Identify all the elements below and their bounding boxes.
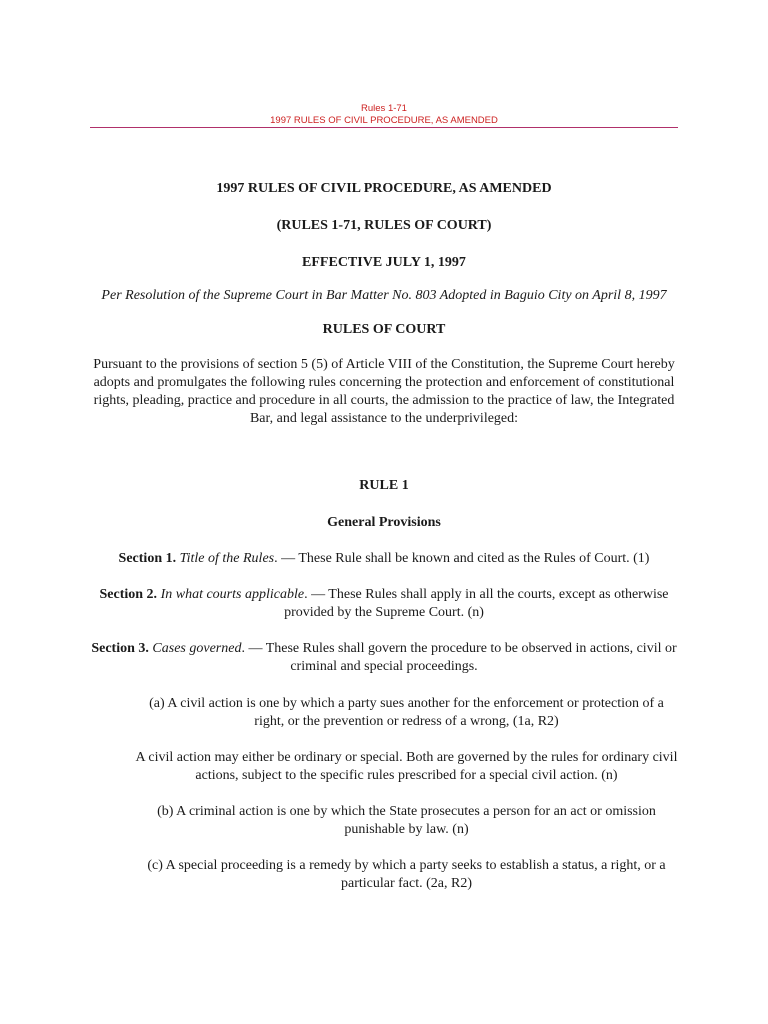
resolution-note: Per Resolution of the Supreme Court in Bar Matter No. 803 Adopted in Baguio City on April 8, 1997	[101, 288, 667, 303]
rule-heading: RULE 1	[359, 478, 409, 493]
section-title: Title of the Rules	[179, 551, 275, 566]
header-divider	[90, 127, 678, 128]
running-header-title: 1997 RULES OF CIVIL PROCEDURE, AS AMENDED	[270, 115, 498, 126]
section-number: Section 1.	[118, 551, 177, 566]
section-3	[90, 640, 678, 676]
civil-action-note: A civil action may either be ordinary or special. Both are governed by the rules for ordinary civil actions, subject to the specific rules prescribed for a special civil action. (n)	[135, 750, 678, 783]
document-subtitle: (RULES 1-71, RULES OF COURT)	[276, 218, 492, 233]
subparagraph-a: (a) A civil action is one by which a party sues another for the enforcement or protection of a right, or the prevention or redress of a wrong, (1a, R2)	[149, 696, 664, 729]
running-header-rules: Rules 1-71	[361, 103, 407, 114]
running-header	[90, 103, 678, 127]
document-body	[90, 180, 678, 893]
section-number: Section 3.	[91, 641, 149, 656]
document-title: 1997 RULES OF CIVIL PROCEDURE, AS AMENDED	[216, 181, 552, 196]
section-title: Cases governed	[152, 641, 242, 656]
preamble-paragraph: Pursuant to the provisions of section 5 (5) of Article VIII of the Constitution, the Supreme Court hereby adopts and promulgates the following rules concerning the protection and enforcement of constitutional rights, pleading, practice and procedure in all courts, the admission to the practice of law, the Integrated Bar, and legal assistance to the underprivileged:	[93, 357, 675, 426]
section-1	[90, 550, 678, 568]
section-text: . — These Rules shall govern the procedure to be observed in actions, civil or criminal and special proceedings.	[241, 641, 677, 674]
subparagraph-c: (c) A special proceeding is a remedy by which a party seeks to establish a status, a right, or a particular fact. (2a, R2)	[147, 858, 666, 891]
section-text: . — These Rules shall apply in all the courts, except as otherwise provided by the Supreme Court. (n)	[284, 587, 669, 620]
effective-date: EFFECTIVE JULY 1, 1997	[302, 255, 466, 270]
section-number: Section 2.	[99, 587, 158, 602]
subparagraph-b: (b) A criminal action is one by which the State prosecutes a person for an act or omission punishable by law. (n)	[157, 804, 656, 837]
rule-subtitle: General Provisions	[327, 515, 441, 530]
section-text: . — These Rule shall be known and cited as the Rules of Court. (1)	[274, 551, 650, 566]
section-2	[90, 586, 678, 622]
section-title: In what courts applicable	[160, 587, 305, 602]
rules-of-court-heading: RULES OF COURT	[322, 322, 446, 337]
